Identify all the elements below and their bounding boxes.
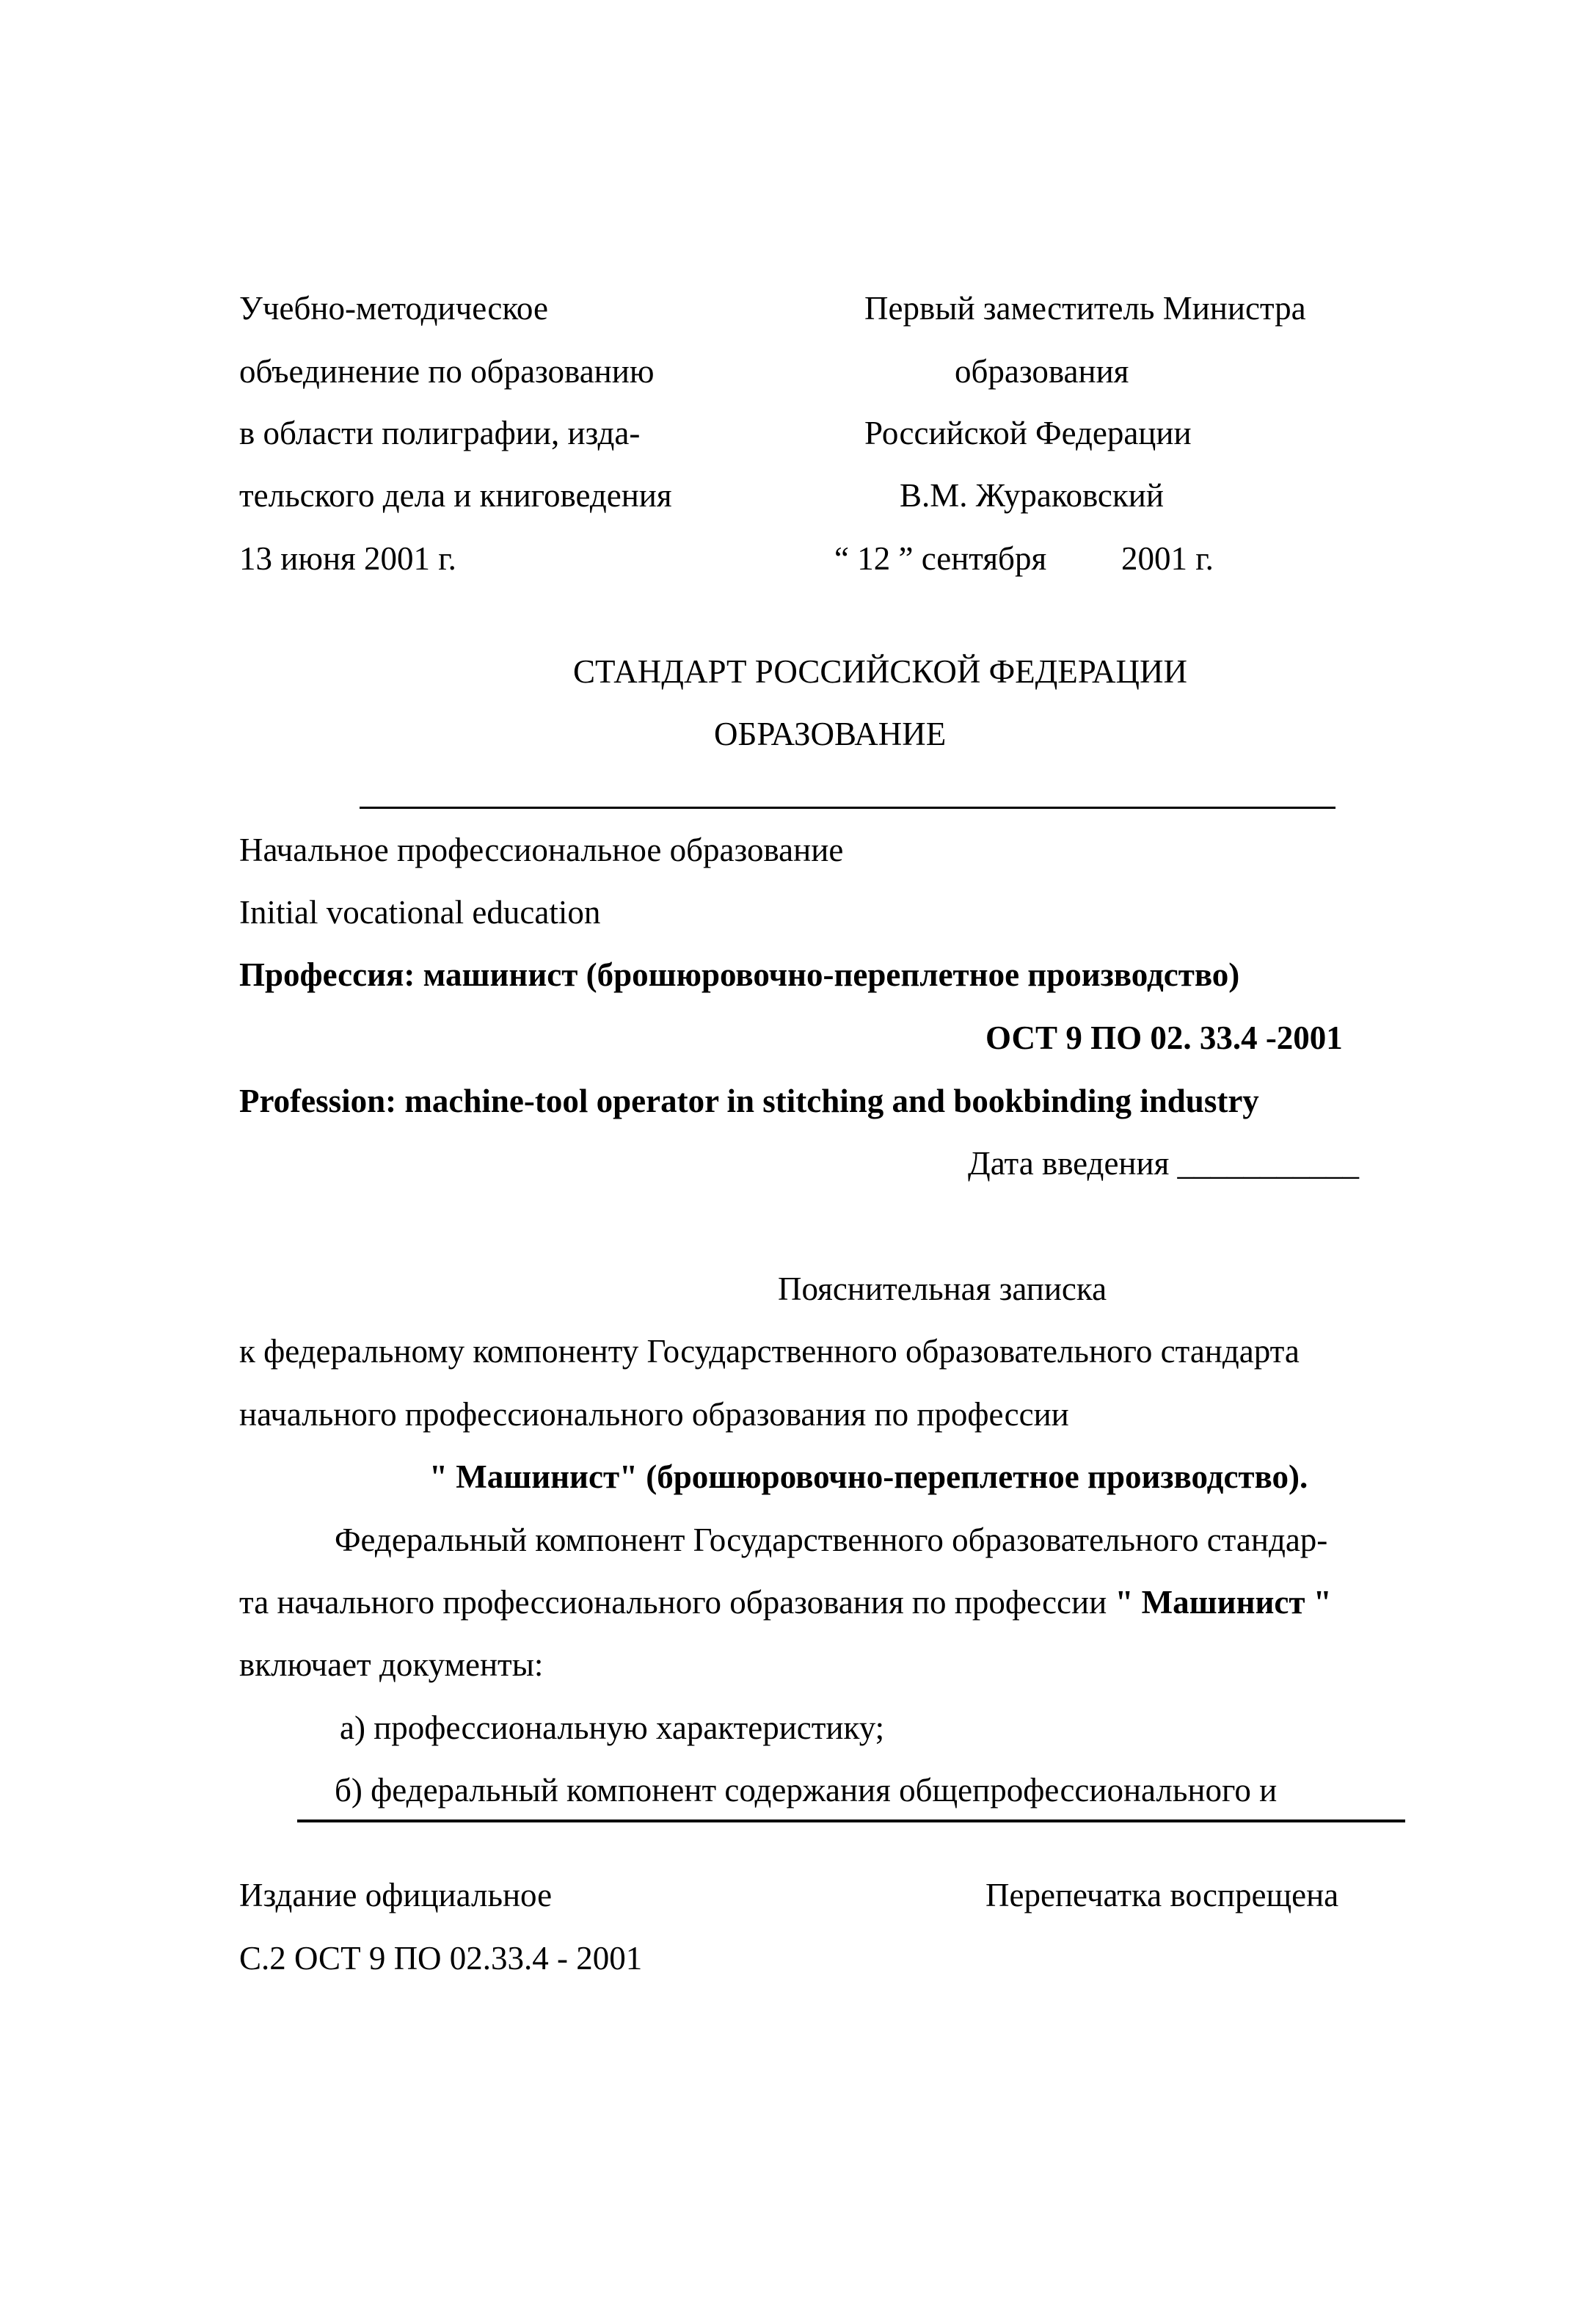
approval-right-line3: Российской Федерации bbox=[864, 415, 1192, 451]
approval-left-line3: в области полиграфии, изда- bbox=[239, 415, 641, 451]
intro-date bbox=[968, 1143, 1359, 1184]
standard-subtitle: ОБРАЗОВАНИЕ bbox=[714, 716, 947, 752]
approval-right-date: “ 12 ” сентября bbox=[834, 540, 1047, 577]
reprint-label: Перепечатка воспрещена bbox=[985, 1877, 1339, 1913]
approval-right-year: 2001 г. bbox=[1121, 540, 1214, 577]
profession-ru: Профессия: машинист (брошюровочно-переплетное производство) bbox=[239, 956, 1240, 993]
approval-left-date: 13 июня 2001 г. bbox=[239, 540, 456, 577]
standard-code: ОСТ 9 ПО 02. 33.4 -2001 bbox=[985, 1019, 1343, 1056]
para1-line2-text: та начального профессионального образования по профессии bbox=[239, 1584, 1115, 1621]
list-item-a: а) профессиональную характеристику; bbox=[340, 1709, 885, 1746]
approval-left-line2: объединение по образованию bbox=[239, 353, 655, 390]
approval-left-line4: тельского дела и книговедения bbox=[239, 477, 672, 514]
page-reference: С.2 ОСТ 9 ПО 02.33.4 - 2001 bbox=[239, 1940, 643, 1977]
list-item-b: б) федеральный компонент содержания общепрофессионального и bbox=[335, 1772, 1278, 1808]
para1-line1: Федеральный компонент Государственного образовательного стандар- bbox=[335, 1522, 1328, 1558]
note-line2: начального профессионального образования по профессии bbox=[239, 1396, 1069, 1433]
para1-line2-bold: " Машинист " bbox=[1115, 1584, 1332, 1621]
title-divider bbox=[360, 807, 1336, 809]
note-heading: Пояснительная записка bbox=[778, 1270, 1107, 1307]
profession-en: Profession: machine-tool operator in stitching and bookbinding industry bbox=[239, 1083, 1259, 1119]
approval-right-line4: В.М. Жураковский bbox=[900, 477, 1164, 514]
approval-right-line2: образования bbox=[955, 353, 1129, 390]
para1-line3: включает документы: bbox=[239, 1646, 544, 1683]
footer-divider bbox=[297, 1820, 1405, 1822]
para1-line2 bbox=[239, 1582, 1332, 1623]
intro-date-blank: ___________ bbox=[1177, 1145, 1360, 1182]
edition-label: Издание официальное bbox=[239, 1877, 553, 1913]
approval-left-line1: Учебно-методическое bbox=[239, 290, 548, 327]
standard-title: СТАНДАРТ РОССИЙСКОЙ ФЕДЕРАЦИИ bbox=[573, 653, 1188, 690]
intro-date-label: Дата введения bbox=[968, 1145, 1170, 1182]
education-level-en: Initial vocational education bbox=[239, 894, 601, 931]
note-profession: " Машинист" (брошюровочно-переплетное производство). bbox=[429, 1458, 1308, 1495]
approval-right-line1: Первый заместитель Министра bbox=[864, 290, 1306, 327]
education-level-ru: Начальное профессиональное образование bbox=[239, 832, 844, 868]
note-line1: к федеральному компоненту Государственного образовательного стандарта bbox=[239, 1333, 1300, 1370]
